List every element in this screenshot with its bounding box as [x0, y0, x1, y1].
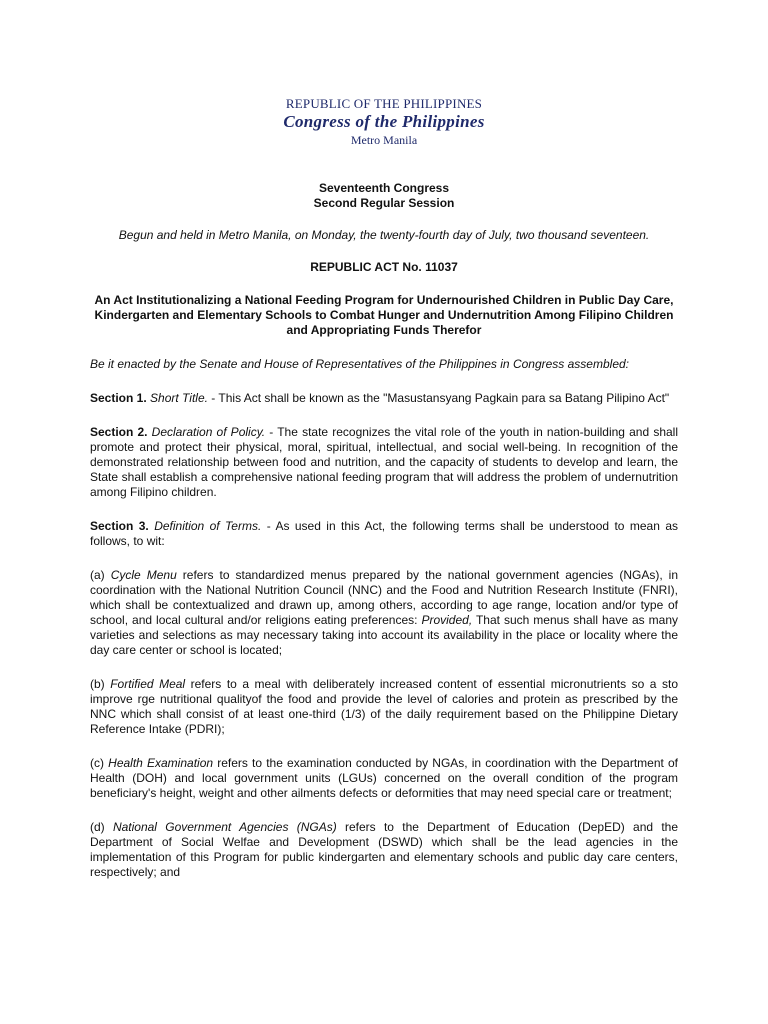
section-1: [90, 391, 678, 406]
definition-d-text: refers to the Department of Education (DepED) and the Department of Social Welfae and Development (DSWD) which shall be the lead agencies in the implementation of this Program for public kindergarten and elementary schools and public day care centers, respectively; and: [90, 820, 678, 879]
definition-d-prefix: (d): [90, 820, 113, 834]
act-title: An Act Institutionalizing a National Feeding Program for Undernourished Children in Public Day Care, Kindergarten and Elementary Schools to Combat Hunger and Undernutrition Among Filipino Children and Appropriating Funds Therefor: [94, 293, 674, 337]
definition-d-term: National Government Agencies (NGAs): [112, 820, 337, 834]
section-3-label: Section 3.: [90, 519, 149, 533]
definition-a-term: Cycle Menu: [110, 568, 177, 582]
section-2-heading: Declaration of Policy.: [151, 425, 266, 439]
definition-c: [90, 756, 678, 801]
congress-number: Seventeenth Congress: [318, 181, 450, 195]
definition-c-term: Health Examination: [108, 756, 214, 770]
letterhead-congress: Congress of the Philippines: [283, 112, 485, 131]
definition-b-prefix: (b): [90, 677, 111, 691]
republic-act-number: REPUBLIC ACT No. 11037: [310, 260, 458, 274]
section-1-heading: Short Title.: [150, 391, 208, 405]
definition-b-term: Fortified Meal: [110, 677, 186, 691]
section-1-label: Section 1.: [90, 391, 147, 405]
letterhead-location: Metro Manila: [350, 133, 418, 147]
section-3-heading: Definition of Terms.: [154, 519, 262, 533]
definition-d: [90, 820, 678, 880]
section-2: [90, 425, 678, 500]
section-3: [90, 519, 678, 549]
definition-c-prefix: (c): [90, 756, 109, 770]
definition-b-text: refers to a meal with deliberately increased content of essential micronutrients so a sto improve rge nutritional qualityof the food and provide the level of calories and protein as prescribed by the NNC which shall consist of at least one-third (1/3) of the daily requirement based on the Philippine Dietary Reference Intake (PDRI);: [90, 677, 679, 736]
definition-a-text-1: refers to standardized menus prepared by the national government agencies (NGAs), in coordination with the National Nutrition Council (NNC) and the Food and Nutrition Research Institute (FNRI), which shall be contextualized and drawn up, among others, according to age range, location and/or type of school, and local cultural and/or religions eating preferences:: [90, 568, 679, 627]
definition-a-prefix: (a): [90, 568, 111, 582]
definition-c-text: refers to the examination conducted by NGAs, in coordination with the Department of Health (DOH) and local government units (LGUs) concerned on the overall condition of the program beneficiary's height, weight and other ailments defects or deformities that may need special care or treatment;: [90, 756, 679, 800]
letterhead: [90, 96, 678, 148]
regular-session: Second Regular Session: [313, 196, 455, 210]
letterhead-republic: REPUBLIC OF THE PHILIPPINES: [285, 96, 483, 111]
begun-statement: Begun and held in Metro Manila, on Monday, the twenty-fourth day of July, two thousand seventeen.: [118, 228, 650, 242]
definition-a: [90, 568, 678, 658]
definition-b: [90, 677, 678, 737]
definition-a-text-2: That such menus shall have as many varieties and selections as may necessary taking into account its availability in the place or locality where the day care center or school is located;: [90, 613, 678, 657]
definition-a-proviso: Provided,: [421, 613, 473, 627]
section-2-label: Section 2.: [90, 425, 148, 439]
section-3-text: - As used in this Act, the following terms shall be understood to mean as follows, to wit:: [90, 519, 678, 548]
session-block: [90, 181, 678, 211]
document-page: [90, 96, 678, 880]
enacting-clause: Be it enacted by the Senate and House of Representatives of the Philippines in Congress assembled:: [90, 357, 629, 371]
section-2-text: - The state recognizes the vital role of the youth in nation-building and shall promote and protect their physical, moral, spiritual, intellectual, and social well-being. In recognition of the demonstrated relationship between food and nutrition, and the capacity of students to develop and learn, the State shall establish a comprehensive national feeding program that will address the problem of undernutrition among Filipino children.: [90, 425, 678, 499]
section-1-text: - This Act shall be known as the "Masustansyang Pagkain para sa Batang Pilipino Act": [207, 391, 670, 405]
